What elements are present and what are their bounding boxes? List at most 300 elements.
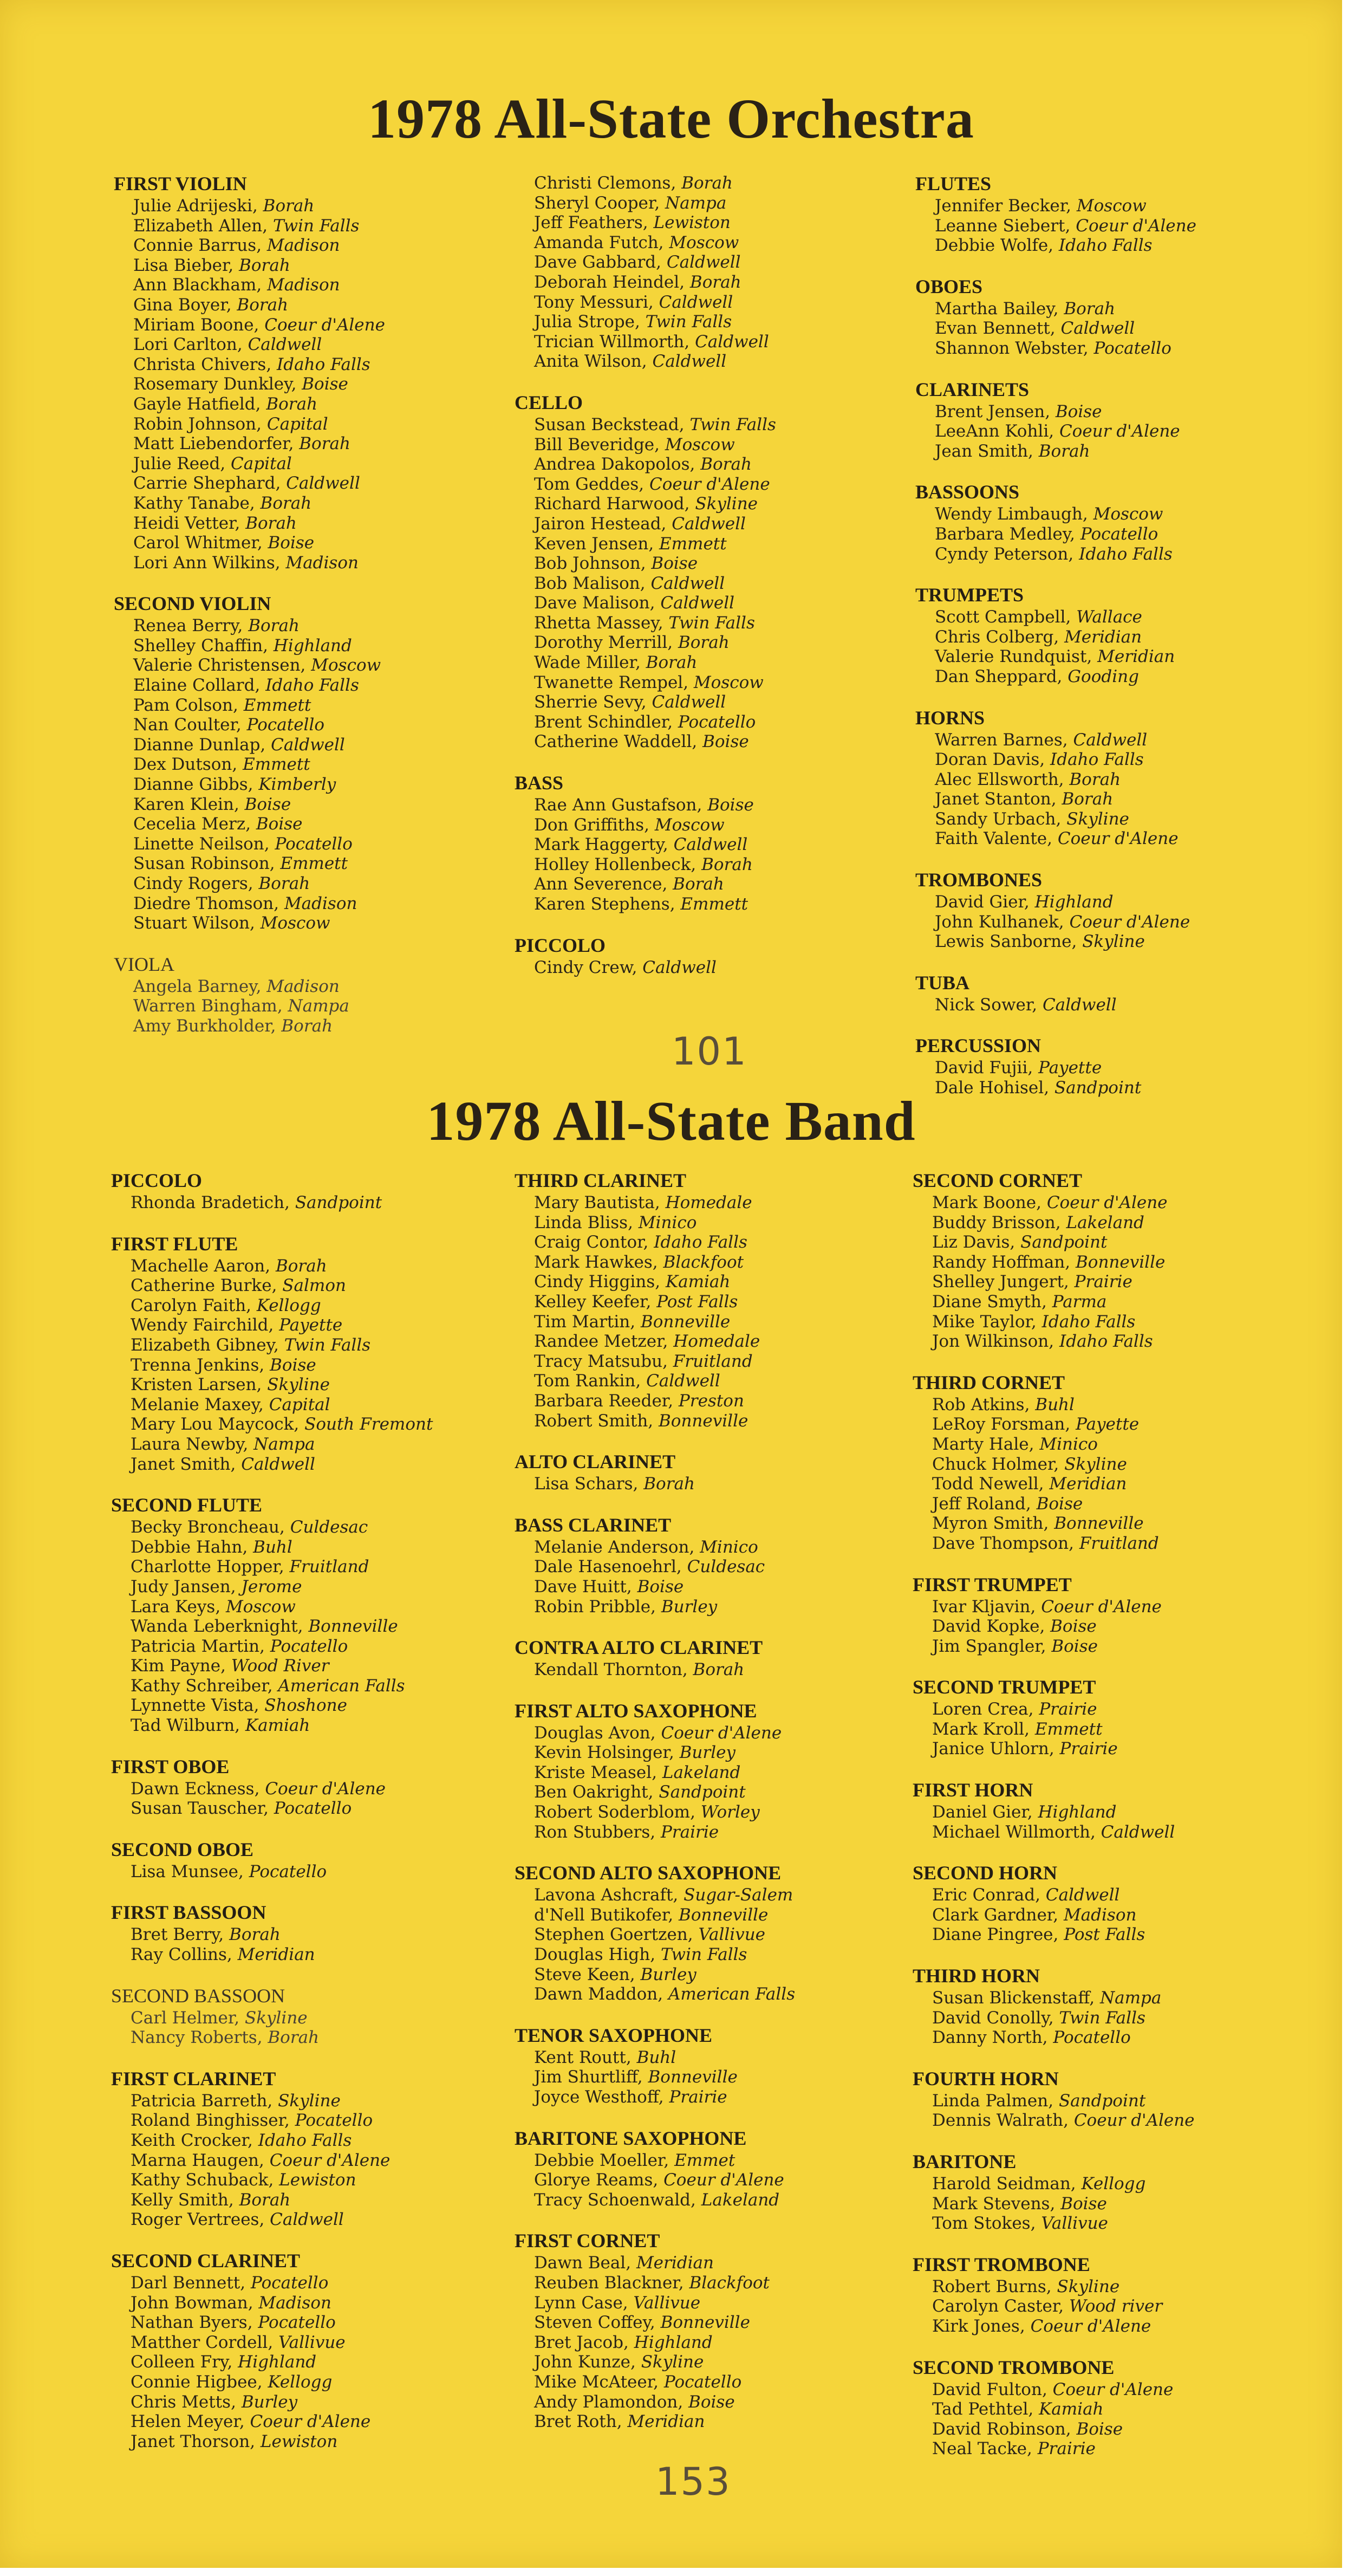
member-school: Vallivue [278, 2332, 346, 2352]
member-school: Burley [241, 2392, 298, 2412]
member-name: Nan Coulter [133, 715, 236, 735]
member-school: Caldwell [248, 335, 322, 355]
member-school: Highland [1038, 1802, 1117, 1822]
member-entry: Jean Smith, Borah [935, 441, 1090, 461]
member-entry: Kendall Thornton, Borah [534, 1660, 745, 1680]
member-school: Borah [1062, 789, 1114, 809]
roster-section [913, 2254, 1303, 2337]
section-title: FIRST BASSOON [111, 1902, 266, 1924]
member-name: Shelley Jungert [932, 1272, 1064, 1292]
member-school: Meridian [237, 1945, 315, 1965]
roster-section [915, 708, 1305, 849]
member-name: Helen Meyer [131, 2412, 239, 2432]
member-school: Caldwell [672, 514, 746, 534]
member-entry: Melanie Maxey, Capital [131, 1394, 330, 1414]
section-title: SECOND TROMBONE [913, 2356, 1115, 2378]
member-entry: Patricia Martin, Pocatello [131, 1636, 348, 1656]
member-entry: Carolyn Caster, Wood river [932, 2296, 1163, 2317]
member-entry: Kent Routt, Buhl [534, 2047, 676, 2067]
member-entry: Tony Messuri, Caldwell [534, 292, 733, 312]
member-entry: Wendy Fairchild, Payette [131, 1315, 343, 1335]
member-entry: Lewis Sanborne, Skyline [935, 932, 1145, 952]
member-school: Caldwell [270, 2210, 344, 2230]
member-school: Bonneville [648, 2067, 738, 2087]
roster-section [114, 954, 504, 1036]
member-name: Lisa Bieber [133, 255, 229, 275]
member-school: Buhl [1035, 1394, 1075, 1414]
member-entry: Douglas High, Twin Falls [534, 1945, 747, 1965]
member-entry: Mark Hawkes, Blackfoot [534, 1252, 744, 1272]
roster-section [515, 935, 904, 978]
member-name: Daniel Gier [932, 1802, 1027, 1822]
member-school: Capital [231, 453, 292, 473]
member-entry: Valerie Rundquist, Meridian [935, 647, 1175, 667]
roster-section [915, 870, 1305, 952]
member-school: Preston [678, 1391, 744, 1411]
band-column-1 [111, 1170, 501, 2472]
member-name: Julie Reed [133, 453, 220, 473]
member-list [915, 892, 1305, 952]
member-entry: Matt Liebendorfer, Borah [133, 434, 350, 454]
member-name: Andrea Dakopolos [534, 455, 690, 475]
section-title: SECOND ALTO SAXOPHONE [515, 1862, 782, 1884]
member-entry: Bret Jacob, Highland [534, 2332, 713, 2352]
member-school: Homedale [665, 1193, 752, 1212]
member-school: Bonneville [308, 1617, 398, 1637]
section-title: FOURTH HORN [913, 2067, 1059, 2090]
member-school: Bonneville [660, 2313, 750, 2333]
member-entry: Jeff Feathers, Lewiston [534, 213, 731, 233]
member-school: Highland [273, 635, 352, 656]
member-entry: Lynnette Vista, Shoshone [131, 1696, 347, 1716]
member-school: Borah [239, 2190, 291, 2210]
member-entry: Liz Davis, Sandpoint [932, 1232, 1108, 1253]
member-name: Christi Clemons [534, 173, 671, 193]
member-school: Sugar-Salem [683, 1885, 793, 1905]
member-entry: Debbie Hahn, Buhl [131, 1537, 292, 1557]
member-name: Marna Haugen [131, 2150, 259, 2170]
member-name: David Gier [935, 892, 1024, 912]
member-school: Coeur d'Alene [1059, 421, 1180, 442]
member-entry: David Robinson, Boise [932, 2419, 1123, 2439]
member-name: Shannon Webster [935, 338, 1083, 358]
section-title: SECOND OBOE [111, 1838, 254, 1860]
member-name: Trician Willmorth [534, 332, 685, 352]
member-list [515, 1193, 904, 1431]
member-school: Boise [637, 1576, 684, 1597]
member-school: Borah [681, 173, 733, 193]
member-school: Coeur d'Alene [1073, 2111, 1195, 2131]
band-column-2 [515, 1170, 904, 2452]
member-school: Idaho Falls [277, 354, 370, 374]
member-school: Caldwell [1045, 1885, 1120, 1905]
member-name: Lewis Sanborne [935, 932, 1072, 952]
member-school: Caldwell [659, 292, 733, 312]
member-school: Highland [238, 2352, 317, 2372]
member-entry: Dave Malison, Caldwell [534, 593, 735, 613]
section-title: BASS [515, 772, 564, 794]
member-entry: Karen Klein, Boise [133, 794, 291, 814]
member-school: Idaho Falls [258, 2131, 352, 2150]
roster-section [111, 1495, 501, 1736]
member-school: Emmet [674, 2150, 735, 2170]
member-name: Mary Bautista [534, 1193, 655, 1212]
member-school: Moscow [654, 815, 725, 835]
member-list [515, 1885, 904, 2004]
section-title: TENOR SAXOPHONE [515, 2024, 713, 2046]
member-school: Pocatello [1053, 2028, 1131, 2048]
member-name: Rosemary Dunkley [133, 374, 291, 394]
member-list [515, 958, 904, 978]
member-school: Twin Falls [660, 1945, 747, 1965]
member-name: Renea Berry [133, 616, 238, 636]
member-school: Emmett [1034, 1719, 1103, 1739]
member-name: Mark Kroll [932, 1719, 1025, 1739]
member-entry: Rae Ann Gustafson, Boise [534, 795, 754, 815]
member-entry: Mark Stevens, Boise [932, 2194, 1107, 2214]
member-entry: Evan Bennett, Caldwell [935, 319, 1135, 339]
member-school: Borah [229, 1925, 281, 1945]
member-school: Pocatello [246, 715, 325, 735]
member-school: Borah [643, 1474, 695, 1494]
member-school: Madison [267, 275, 340, 295]
member-entry: Ron Stubbers, Prairie [534, 1822, 719, 1842]
member-entry: David Conolly, Twin Falls [932, 2008, 1145, 2028]
member-entry: Jim Spangler, Boise [932, 1636, 1098, 1656]
member-list [111, 1925, 501, 1964]
roster-section [111, 1170, 501, 1213]
member-entry: Renea Berry, Borah [133, 616, 300, 636]
member-entry: Myron Smith, Bonneville [932, 1514, 1144, 1534]
member-name: Lavona Ashcraft [534, 1885, 673, 1905]
member-name: Tom Geddes [534, 474, 639, 494]
member-entry: Trenna Jenkins, Boise [131, 1355, 316, 1375]
member-entry: Lisa Munsee, Pocatello [131, 1861, 327, 1881]
section-title: BARITONE SAXOPHONE [515, 2127, 747, 2149]
member-school: Kellogg [256, 1295, 321, 1315]
member-school: Prairie [1059, 1739, 1118, 1759]
roster-section [515, 1637, 904, 1680]
member-entry: Eric Conrad, Caldwell [932, 1885, 1120, 1905]
member-name: Tracy Matsubu [534, 1351, 663, 1371]
member-school: Borah [1069, 769, 1121, 789]
member-entry: Dave Thompson, Fruitland [932, 1533, 1159, 1553]
member-name: Ben Oakright [534, 1782, 648, 1802]
member-name: Patricia Barreth [131, 2091, 268, 2111]
member-entry: Cindy Rogers, Borah [133, 874, 310, 893]
member-list [515, 415, 904, 752]
member-name: Twanette Rempel [534, 672, 683, 692]
member-entry: Tad Wilburn, Kamiah [131, 1716, 310, 1736]
member-school: Vallivue [698, 1925, 766, 1945]
member-school: Coeur d'Alene [264, 315, 385, 335]
member-entry: Cyndy Peterson, Idaho Falls [935, 544, 1173, 564]
member-entry: Dex Dutson, Emmett [133, 755, 310, 775]
member-school: Sandpoint [1054, 1078, 1142, 1098]
member-entry: Randy Hoffman, Bonneville [932, 1252, 1166, 1272]
member-school: Caldwell [695, 332, 769, 352]
section-title: BARITONE [913, 2151, 1017, 2172]
member-school: Boise [268, 533, 315, 553]
member-name: Tim Martin [534, 1312, 630, 1332]
member-name: Reuben Blackner [534, 2273, 679, 2293]
member-name: Trenna Jenkins [131, 1355, 259, 1375]
member-school: Skyline [641, 2352, 704, 2372]
member-school: Boise [244, 794, 291, 814]
member-entry: Warren Barnes, Caldwell [935, 730, 1148, 750]
member-list [915, 504, 1305, 564]
member-school: Nampa [253, 1434, 315, 1454]
member-entry: Trician Willmorth, Caldwell [534, 332, 769, 352]
member-school: Nampa [665, 193, 727, 213]
member-school: Caldwell [650, 573, 725, 593]
member-list [515, 2048, 904, 2107]
roster-section [515, 1170, 904, 1431]
roster-section [515, 2230, 904, 2431]
member-entry: Barbara Medley, Pocatello [935, 524, 1158, 544]
member-school: Bonneville [679, 1905, 769, 1925]
member-name: Christa Chivers [133, 354, 266, 374]
member-school: Moscow [311, 656, 381, 676]
member-entry: Connie Barrus, Madison [133, 236, 340, 256]
member-list [915, 995, 1305, 1015]
member-school: Payette [1076, 1414, 1140, 1435]
member-entry: Robin Johnson, Capital [133, 414, 328, 434]
section-title: ALTO CLARINET [515, 1451, 676, 1473]
member-entry: Wanda Leberknight, Bonneville [131, 1617, 398, 1637]
member-entry: Dave Huitt, Boise [534, 1576, 684, 1597]
member-name: Michael Willmorth [932, 1822, 1090, 1842]
member-list [515, 2253, 904, 2431]
member-name: Jennifer Becker [935, 196, 1066, 216]
member-entry: Pam Colson, Emmett [133, 695, 311, 715]
member-entry: Robert Smith, Bonneville [534, 1411, 748, 1431]
section-title: OBOES [915, 275, 983, 297]
member-school: Pocatello [258, 2313, 336, 2333]
section-title: TUBA [915, 971, 970, 994]
member-school: Meridian [1064, 627, 1142, 647]
member-school: Borah [237, 295, 289, 315]
member-entry: Shannon Webster, Pocatello [935, 338, 1171, 358]
member-entry: Kristen Larsen, Skyline [131, 1375, 330, 1395]
member-entry: Linda Bliss, Minico [534, 1212, 697, 1232]
member-school: Borah [239, 255, 290, 275]
member-entry: Dawn Beal, Meridian [534, 2253, 714, 2273]
member-entry: Joyce Westhoff, Prairie [534, 2087, 727, 2107]
member-entry: Mike McAteer, Pocatello [534, 2372, 742, 2392]
member-name: Bret Roth [534, 2412, 617, 2432]
member-entry: Wade Miller, Borah [534, 653, 698, 673]
member-name: Cindy Crew [534, 957, 632, 977]
member-school: Fruitland [289, 1557, 369, 1577]
member-school: Coeur d'Alene [649, 474, 770, 494]
member-school: Vallivue [1041, 2214, 1108, 2234]
section-title: SECOND FLUTE [111, 1494, 263, 1516]
member-name: Deborah Heindel [534, 272, 680, 292]
member-school: Madison [284, 893, 357, 913]
member-entry: Catherine Waddell, Boise [534, 732, 749, 752]
member-school: Nampa [288, 996, 349, 1016]
member-school: Borah [701, 854, 753, 874]
member-entry: Loren Crea, Prairie [932, 1699, 1097, 1720]
member-school: Post Falls [1064, 1925, 1145, 1945]
member-entry: Bret Berry, Borah [131, 1925, 281, 1945]
member-name: Steven Coffey [534, 2313, 650, 2333]
member-school: Boise [256, 814, 303, 834]
member-entry: Ivar Kljavin, Coeur d'Alene [932, 1597, 1162, 1617]
member-school: Borah [689, 272, 741, 292]
member-entry: Reuben Blackner, Blackfoot [534, 2273, 770, 2293]
member-school: Madison [1063, 1905, 1137, 1925]
member-school: Boise [302, 374, 348, 394]
member-entry: Dianne Dunlap, Caldwell [133, 735, 345, 755]
member-school: Caldwell [1073, 730, 1148, 750]
member-name: Mark Stevens [932, 2194, 1050, 2214]
member-entry: Laura Newby, Nampa [131, 1434, 315, 1454]
member-school: Capital [266, 414, 328, 434]
member-name: Lisa Munsee [131, 1861, 239, 1881]
member-name: David Conolly [932, 2008, 1049, 2028]
member-list [913, 1193, 1303, 1352]
member-list [111, 1517, 501, 1736]
member-entry: Scott Campbell, Wallace [935, 607, 1142, 627]
member-entry: Charlotte Hopper, Fruitland [131, 1557, 369, 1577]
member-school: Skyline [1082, 932, 1145, 952]
member-school: Minico [1039, 1434, 1098, 1454]
member-name: David Fulton [932, 2379, 1042, 2399]
member-school: Idaho Falls [1079, 544, 1173, 564]
roster-section [913, 2151, 1303, 2234]
section-title: VIOLA [114, 953, 174, 975]
member-name: Tracy Schoenwald [534, 2190, 691, 2210]
member-name: Laura Newby [131, 1434, 243, 1454]
member-list [114, 196, 504, 573]
member-name: Cecelia Merz [133, 814, 246, 834]
member-entry: Keith Crocker, Idaho Falls [131, 2131, 352, 2150]
member-entry: Tom Rankin, Caldwell [534, 1371, 720, 1391]
member-name: Cindy Rogers [133, 874, 248, 893]
member-entry: Mary Bautista, Homedale [534, 1193, 752, 1212]
member-name: Nathan Byers [131, 2313, 248, 2333]
member-school: Payette [1038, 1058, 1102, 1078]
member-school: Coeur d'Alene [661, 1723, 782, 1743]
member-name: Tad Wilburn [131, 1716, 235, 1736]
member-school: Highland [634, 2332, 713, 2352]
member-name: Debbie Hahn [131, 1537, 243, 1557]
member-school: Minico [638, 1212, 697, 1232]
member-entry: Patricia Barreth, Skyline [131, 2091, 341, 2111]
member-entry: Tracy Schoenwald, Lakeland [534, 2190, 780, 2210]
member-name: Anita Wilson [534, 352, 642, 372]
member-name: Cyndy Peterson [935, 544, 1069, 564]
member-school: Boise [270, 1355, 316, 1375]
member-school: Meridian [636, 2253, 714, 2273]
member-name: Janet Thorson [131, 2431, 250, 2451]
section-title: FIRST HORN [913, 1779, 1033, 1801]
section-title: THIRD HORN [913, 1965, 1040, 1987]
member-school: Kimberly [258, 775, 336, 795]
member-entry: Julie Reed, Capital [133, 453, 292, 473]
member-name: Susan Tauscher [131, 1799, 264, 1819]
member-entry: Barbara Reeder, Preston [534, 1391, 744, 1411]
member-school: Kamiah [1039, 2399, 1104, 2419]
member-name: Brent Jensen [935, 401, 1045, 421]
member-name: Patricia Martin [131, 1636, 260, 1656]
member-name: Buddy Brisson [932, 1212, 1056, 1232]
member-entry: Janet Thorson, Lewiston [131, 2431, 338, 2451]
member-name: Joyce Westhoff [534, 2087, 659, 2107]
member-name: Craig Contor [534, 1232, 643, 1253]
section-title: SECOND VIOLIN [114, 593, 271, 615]
member-name: Dawn Maddon [534, 1984, 658, 2004]
section-title: FIRST TROMBONE [913, 2253, 1090, 2275]
member-school: Idaho Falls [265, 676, 359, 696]
member-name: Neal Tacke [932, 2439, 1027, 2459]
member-school: Bonneville [640, 1312, 731, 1332]
member-name: Debbie Moeller [534, 2150, 664, 2170]
member-entry: Angela Barney, Madison [133, 976, 340, 996]
member-entry: Kelly Smith, Borah [131, 2190, 291, 2210]
member-name: Douglas Avon [534, 1723, 650, 1743]
member-name: Lori Ann Wilkins [133, 553, 275, 573]
member-name: Kriste Measel [534, 1762, 652, 1782]
member-school: Caldwell [271, 735, 345, 755]
member-name: Dennis Walrath [932, 2111, 1064, 2131]
member-list [913, 1597, 1303, 1657]
member-name: Debbie Wolfe [935, 236, 1049, 256]
member-school: Idaho Falls [1041, 1312, 1136, 1332]
member-list [114, 977, 504, 1036]
member-name: Jon Wilkinson [932, 1332, 1049, 1352]
member-entry: Keven Jensen, Emmett [534, 534, 727, 554]
roster-section [114, 173, 504, 573]
member-school: Borah [678, 633, 730, 653]
roster-section [114, 593, 504, 933]
member-entry: Rhetta Massey, Twin Falls [534, 613, 755, 633]
member-entry: Bret Roth, Meridian [534, 2412, 705, 2432]
member-name: Wade Miller [534, 653, 635, 673]
member-entry: Glorye Reams, Coeur d'Alene [534, 2170, 784, 2190]
member-school: Meridian [1049, 1474, 1127, 1494]
member-school: Bonneville [1076, 1252, 1166, 1272]
member-school: Twin Falls [284, 1335, 371, 1355]
member-entry: Susan Robinson, Emmett [133, 854, 348, 874]
member-entry: Valerie Christensen, Moscow [133, 656, 381, 676]
member-name: Janet Smith [131, 1454, 231, 1474]
section-title: CLARINETS [915, 378, 1030, 400]
member-name: Kathy Schreiber [131, 1676, 268, 1696]
section-title: FIRST VIOLIN [114, 173, 247, 194]
member-entry: Nan Coulter, Pocatello [133, 715, 325, 735]
member-entry: Ann Blackham, Madison [133, 275, 340, 295]
roster-section [515, 2025, 904, 2107]
member-school: Boise [702, 732, 749, 752]
member-list [515, 1537, 904, 1617]
roster-section [515, 2128, 904, 2210]
member-name: Karen Klein [133, 794, 234, 814]
member-school: Twin Falls [689, 414, 776, 434]
member-list [915, 730, 1305, 849]
member-entry: Carol Whitmer, Boise [133, 533, 315, 553]
member-school: Skyline [244, 2008, 308, 2028]
band-title: 1978 All-State Band [426, 1090, 916, 1152]
member-school: Shoshone [264, 1696, 347, 1716]
member-name: Faith Valente [935, 829, 1047, 849]
member-name: Becky Broncheau [131, 1517, 279, 1537]
member-entry: Lori Ann Wilkins, Madison [133, 553, 359, 573]
member-entry: Kim Payne, Wood River [131, 1656, 329, 1676]
member-name: Don Griffiths [534, 815, 645, 835]
